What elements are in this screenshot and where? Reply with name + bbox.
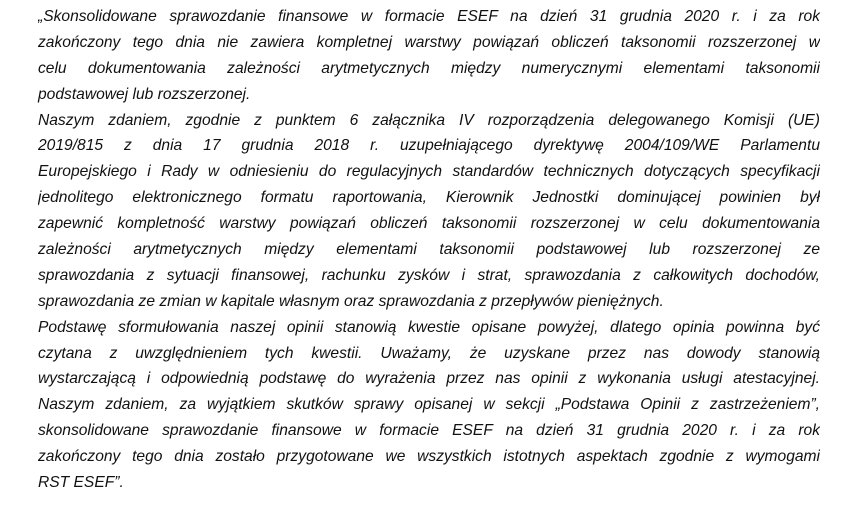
paragraph-3-line-1: Podstawę sformułowania naszej opinii stanowią kwestie opisane powyżej, dlatego opinia powinna być [38,318,820,336]
paragraph-4-line-3: zakończony tego dnia zostało przygotowane we wszystkich istotnych aspektach zgodnie z wymogami [38,448,820,466]
paragraph-4-line-1: Naszym zdaniem, za wyjątkiem skutków sprawy opisanej w sekcji „Podstawa Opinii z zastrzeżeniem”, [38,396,820,414]
paragraph-2-line-4: jednolitego elektronicznego formatu raportowania, Kierownik Jednostki dominującej powinien był [38,189,820,207]
paragraph-1-line-2: zakończony tego dnia nie zawiera kompletnej warstwy powiązań obliczeń taksonomii rozszerzonej w [38,33,820,51]
paragraph-2-line-5: zapewnić kompletność warstwy powiązań obliczeń taksonomii rozszerzonej w celu dokumentowania [38,215,820,233]
paragraph-3-line-2: czytana z uwzględnieniem tych kwestii. Uważamy, że uzyskane przez nas dowody stanowią [38,344,820,362]
paragraph-3-line-3: wystarczającą i odpowiednią podstawę do wyrażenia przez nas opinii z wykonania usługi atestacyjnej. [38,370,820,388]
paragraph-2-line-2: 2019/815 z dnia 17 grudnia 2018 r. uzupełniającego dyrektywę 2004/109/WE Parlamentu [38,137,820,155]
paragraph-4-line-2: skonsolidowane sprawozdanie finansowe w formacie ESEF na dzień 31 grudnia 2020 r. i za rok [38,422,820,440]
paragraph-2-line-3: Europejskiego i Rady w odniesieniu do regulacyjnych standardów technicznych dotyczących specyfikacji [38,163,820,181]
paragraph-1-line-4: podstawowej lub rozszerzonej. [38,85,251,103]
paragraph-2-line-6: zależności arytmetycznych między elementami taksonomii podstawowej lub rozszerzonej ze [38,241,820,259]
paragraph-1-line-1: „Skonsolidowane sprawozdanie finansowe w formacie ESEF na dzień 31 grudnia 2020 r. i za rok [38,8,820,25]
paragraph-4-line-4: RST ESEF”. [38,474,124,492]
document-body [38,4,820,496]
paragraph-2-line-8: sprawozdania ze zmian w kapitale własnym oraz sprawozdania z przepływów pieniężnych. [38,292,664,310]
paragraph-2-line-7: sprawozdania z sytuacji finansowej, rachunku zysków i strat, sprawozdania z całkowitych dochodów, [38,266,820,284]
paragraph-1-line-3: celu dokumentowania zależności arytmetycznych między numerycznymi elementami taksonomii [38,59,820,77]
paragraph-2-line-1: Naszym zdaniem, zgodnie z punktem 6 załącznika IV rozporządzenia delegowanego Komisji (UE) [38,111,820,129]
